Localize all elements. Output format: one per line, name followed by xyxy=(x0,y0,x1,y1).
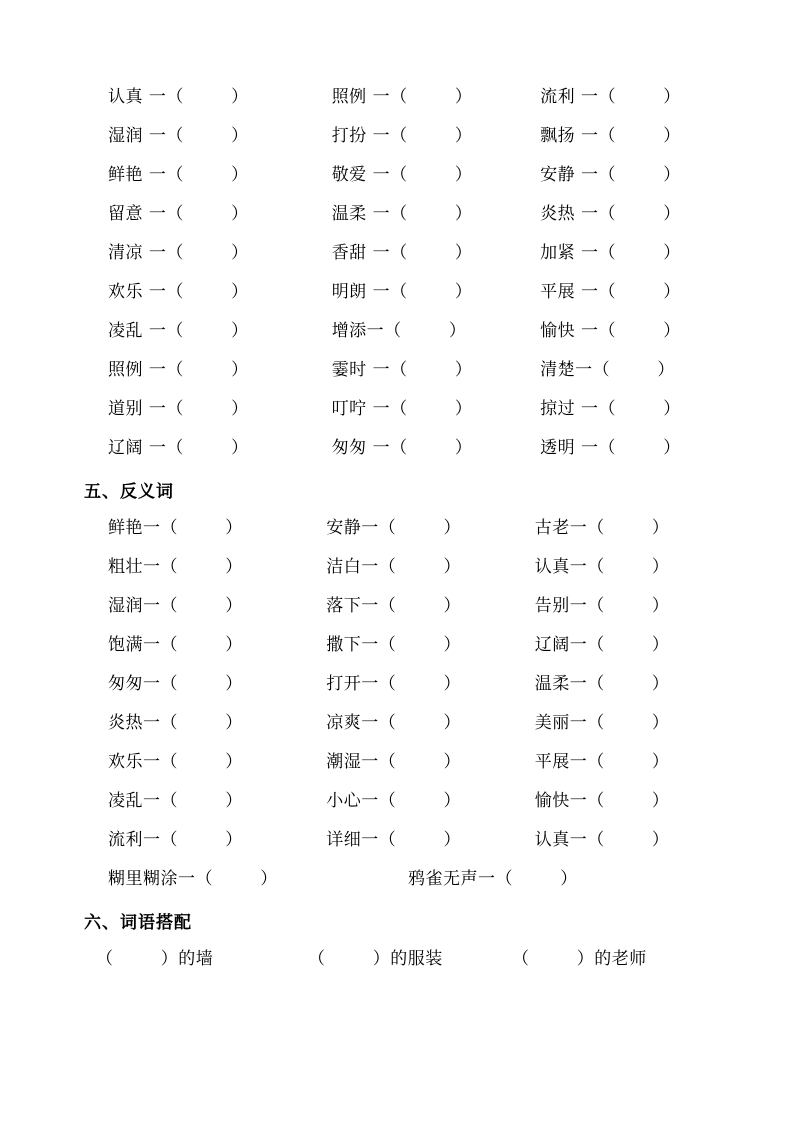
word-row xyxy=(72,749,721,775)
word-cell: 凌乱一（ ） xyxy=(108,791,243,811)
word-row xyxy=(72,123,721,149)
word-cell: 炎热 一（ ） xyxy=(540,204,681,224)
word-row xyxy=(72,84,721,110)
word-cell: 增添一（ ） xyxy=(331,321,467,341)
word-cell: 告别一（ ） xyxy=(534,596,670,616)
word-cell: 美丽一（ ） xyxy=(534,713,670,733)
word-cell: 安静一（ ） xyxy=(326,518,462,538)
section-heading-antonyms: 五、反义词 xyxy=(84,482,174,502)
word-cell: 留意 一（ ） xyxy=(108,204,249,224)
word-cell: 温柔 一（ ） xyxy=(331,204,473,224)
word-cell: 古老一（ ） xyxy=(534,518,670,538)
word-cell: （ ）的老师 xyxy=(512,949,647,969)
word-cell: 凌乱 一（ ） xyxy=(108,321,249,341)
word-row xyxy=(72,946,721,972)
word-row xyxy=(72,788,721,814)
word-row xyxy=(72,515,721,541)
word-row-wide xyxy=(72,866,721,892)
word-cell: 平展一（ ） xyxy=(534,752,670,772)
word-cell: 欢乐 一（ ） xyxy=(108,282,249,302)
word-cell: 粗壮一（ ） xyxy=(108,557,243,577)
word-cell: 撒下一（ ） xyxy=(326,635,462,655)
word-row xyxy=(72,435,721,461)
word-cell: 鲜艳 一（ ） xyxy=(108,165,249,185)
word-cell: 愉快 一（ ） xyxy=(540,321,681,341)
word-cell: 温柔一（ ） xyxy=(534,674,670,694)
word-cell: 鲜艳一（ ） xyxy=(108,518,243,538)
word-cell: 辽阔一（ ） xyxy=(534,635,670,655)
word-cell: 流利一（ ） xyxy=(108,830,243,850)
word-cell: 透明 一（ ） xyxy=(540,438,681,458)
word-cell: 炎热一（ ） xyxy=(108,713,243,733)
word-cell: 详细一（ ） xyxy=(326,830,462,850)
word-cell: 加紧 一（ ） xyxy=(540,243,681,263)
word-row xyxy=(72,201,721,227)
word-row xyxy=(72,710,721,736)
word-row xyxy=(72,593,721,619)
word-cell: 辽阔 一（ ） xyxy=(108,438,249,458)
word-cell: 香甜 一（ ） xyxy=(331,243,473,263)
word-cell: 湿润 一（ ） xyxy=(108,126,249,146)
word-cell: 打扮 一（ ） xyxy=(331,126,473,146)
word-cell: 认真一（ ） xyxy=(534,557,670,577)
word-cell: （ ）的墙 xyxy=(96,949,214,969)
word-cell: 霎时 一（ ） xyxy=(331,360,473,380)
word-cell: 糊里糊涂一（ ） xyxy=(108,869,278,889)
word-cell: 欢乐一（ ） xyxy=(108,752,243,772)
section-heading-collocation: 六、词语搭配 xyxy=(84,913,192,933)
section-collocation xyxy=(72,946,721,972)
word-cell: 凉爽一（ ） xyxy=(326,713,462,733)
word-cell: 认真一（ ） xyxy=(534,830,670,850)
word-cell: 敬爱 一（ ） xyxy=(331,165,473,185)
word-row xyxy=(72,162,721,188)
word-row xyxy=(72,671,721,697)
word-cell: 照例 一（ ） xyxy=(108,360,249,380)
word-cell: 饱满一（ ） xyxy=(108,635,243,655)
word-row xyxy=(72,827,721,853)
word-row xyxy=(72,632,721,658)
word-cell: 小心一（ ） xyxy=(326,791,462,811)
word-row xyxy=(72,396,721,422)
word-cell: 打开一（ ） xyxy=(326,674,462,694)
word-cell: 流利 一（ ） xyxy=(540,87,681,107)
word-cell: 道别 一（ ） xyxy=(108,399,249,419)
word-cell: 湿润一（ ） xyxy=(108,596,243,616)
word-row xyxy=(72,240,721,266)
word-row xyxy=(72,554,721,580)
word-cell: （ ）的服装 xyxy=(308,949,443,969)
word-row xyxy=(72,318,721,344)
word-cell: 叮咛 一（ ） xyxy=(331,399,473,419)
word-cell: 鸦雀无声一（ ） xyxy=(408,869,578,889)
section-antonyms xyxy=(72,515,721,892)
word-cell: 愉快一（ ） xyxy=(534,791,670,811)
word-cell: 安静 一（ ） xyxy=(540,165,681,185)
word-cell: 飘扬 一（ ） xyxy=(540,126,681,146)
word-cell: 平展 一（ ） xyxy=(540,282,681,302)
word-cell: 明朗 一（ ） xyxy=(331,282,473,302)
word-cell: 认真 一（ ） xyxy=(108,87,249,107)
word-cell: 匆匆一（ ） xyxy=(108,674,243,694)
word-cell: 洁白一（ ） xyxy=(326,557,462,577)
word-cell: 匆匆 一（ ） xyxy=(331,438,473,458)
word-row xyxy=(72,279,721,305)
word-cell: 潮湿一（ ） xyxy=(326,752,462,772)
word-cell: 清凉 一（ ） xyxy=(108,243,249,263)
word-cell: 落下一（ ） xyxy=(326,596,462,616)
word-cell: 掠过 一（ ） xyxy=(540,399,681,419)
section-synonyms xyxy=(72,84,721,461)
word-row xyxy=(72,357,721,383)
word-cell: 照例 一（ ） xyxy=(331,87,473,107)
word-cell: 清楚一（ ） xyxy=(540,360,675,380)
